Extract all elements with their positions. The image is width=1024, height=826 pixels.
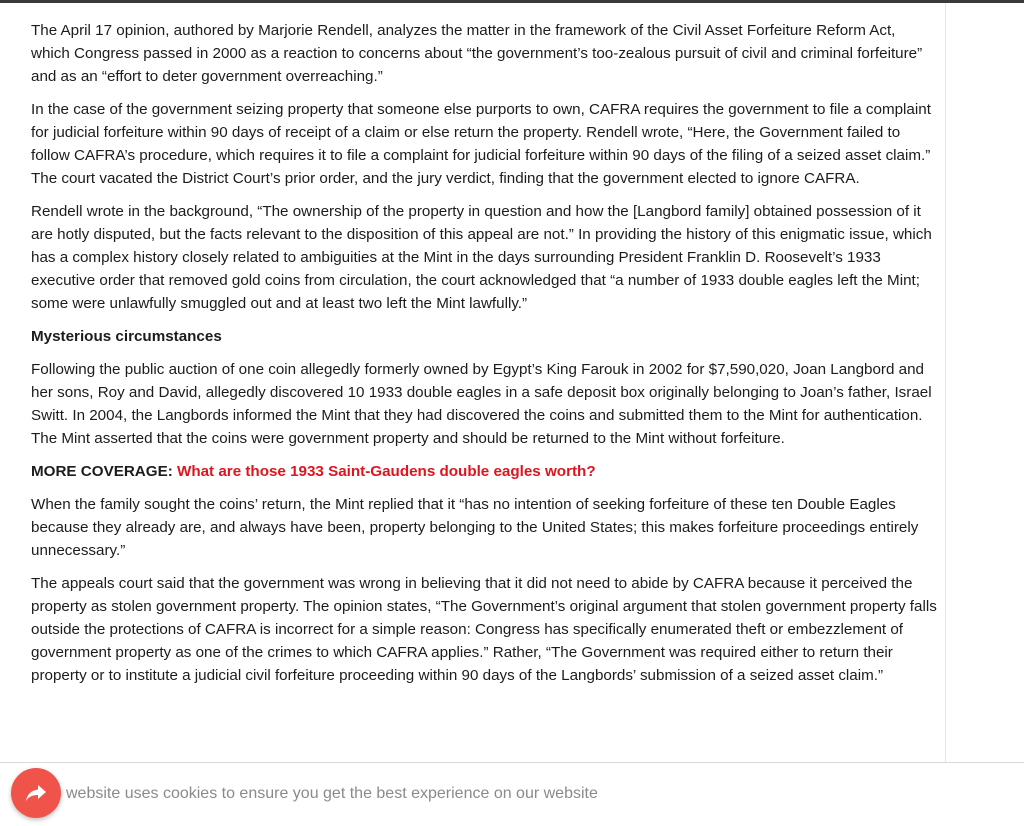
article-paragraph-1: The April 17 opinion, authored by Marjorie Rendell, analyzes the matter in the framework of the Civil Asset Forfeiture Reform Act, which Congress passed in 2000 as a reaction to concerns about “the government’s too-zealous pursuit of civil and criminal forfeiture” and as an “effort to deter government overreaching.” — [31, 22, 923, 85]
article-paragraph-4: Following the public auction of one coin allegedly formerly owned by Egypt’s King Farouk in 2002 for $7,590,020, Joan Langbord and her sons, Roy and David, allegedly discovered 10 1933 double eagles in a safe deposit box originally belonging to Joan’s father, Israel Switt. In 2004, the Langbords informed the Mint that they had discovered the coins and submitted them to the Mint for authentication. The Mint asserted that the coins were government property and should be returned to the Mint without forfeiture. — [31, 361, 932, 447]
article-content — [31, 19, 937, 697]
article-paragraph-6: The appeals court said that the government was wrong in believing that it did not need to abide by CAFRA because it perceived the property as stolen government property. The opinion states, “The Government’s original argument that stolen government property falls outside the protections of CAFRA is incorrect for a simple reason: Congress has specifically enumerated theft or embezzlement of government property as one of the crimes to which CAFRA applies.” Rather, “The Government was required either to return their property or to institute a judicial civil forfeiture proceeding within 90 days of the Langbords’ submission of a seized asset claim.” — [31, 575, 937, 684]
cookie-consent-bar — [0, 762, 1024, 826]
more-coverage — [31, 460, 937, 483]
article-paragraph-2: In the case of the government seizing property that someone else purports to own, CAFRA requires the government to file a complaint for judicial forfeiture within 90 days of receipt of a claim or else return the property. Rendell wrote, “Here, the Government failed to follow CAFRA’s procedure, which requires it to file a complaint for judicial forfeiture within 90 days of the filing of a seized asset claim.” The court vacated the District Court’s prior order, and the jury verdict, finding that the government elected to ignore CAFRA. — [31, 101, 931, 187]
cookie-message: website uses cookies to ensure you get the best experience on our website — [66, 785, 598, 802]
more-coverage-link[interactable]: What are those 1933 Saint-Gaudens double eagles worth? — [177, 463, 596, 480]
more-coverage-label: MORE COVERAGE: — [31, 463, 173, 480]
share-button[interactable] — [11, 768, 61, 818]
article-paragraph-5: When the family sought the coins’ return, the Mint replied that it “has no intention of seeking forfeiture of these ten Double Eagles because they already are, and always have been, property belonging to the United States; this makes forfeiture proceedings entirely unnecessary.” — [31, 496, 919, 559]
article-paragraph-3: Rendell wrote in the background, “The ownership of the property in question and how the [Langbord family] obtained possession of it are hotly disputed, but the facts relevant to the disposition of this appeal are not.” In providing the history of this enigmatic issue, which has a complex history closely related to ambiguities at the Mint in the days surrounding President Franklin D. Roosevelt’s 1933 executive order that removed gold coins from circulation, the court acknowledged that “a number of 1933 double eagles left the Mint; some were unlawfully smuggled out and at least two left the Mint lawfully.” — [31, 203, 932, 312]
article-body — [0, 3, 946, 763]
section-subheading: Mysterious circumstances — [31, 328, 222, 345]
share-arrow-icon — [25, 784, 47, 802]
